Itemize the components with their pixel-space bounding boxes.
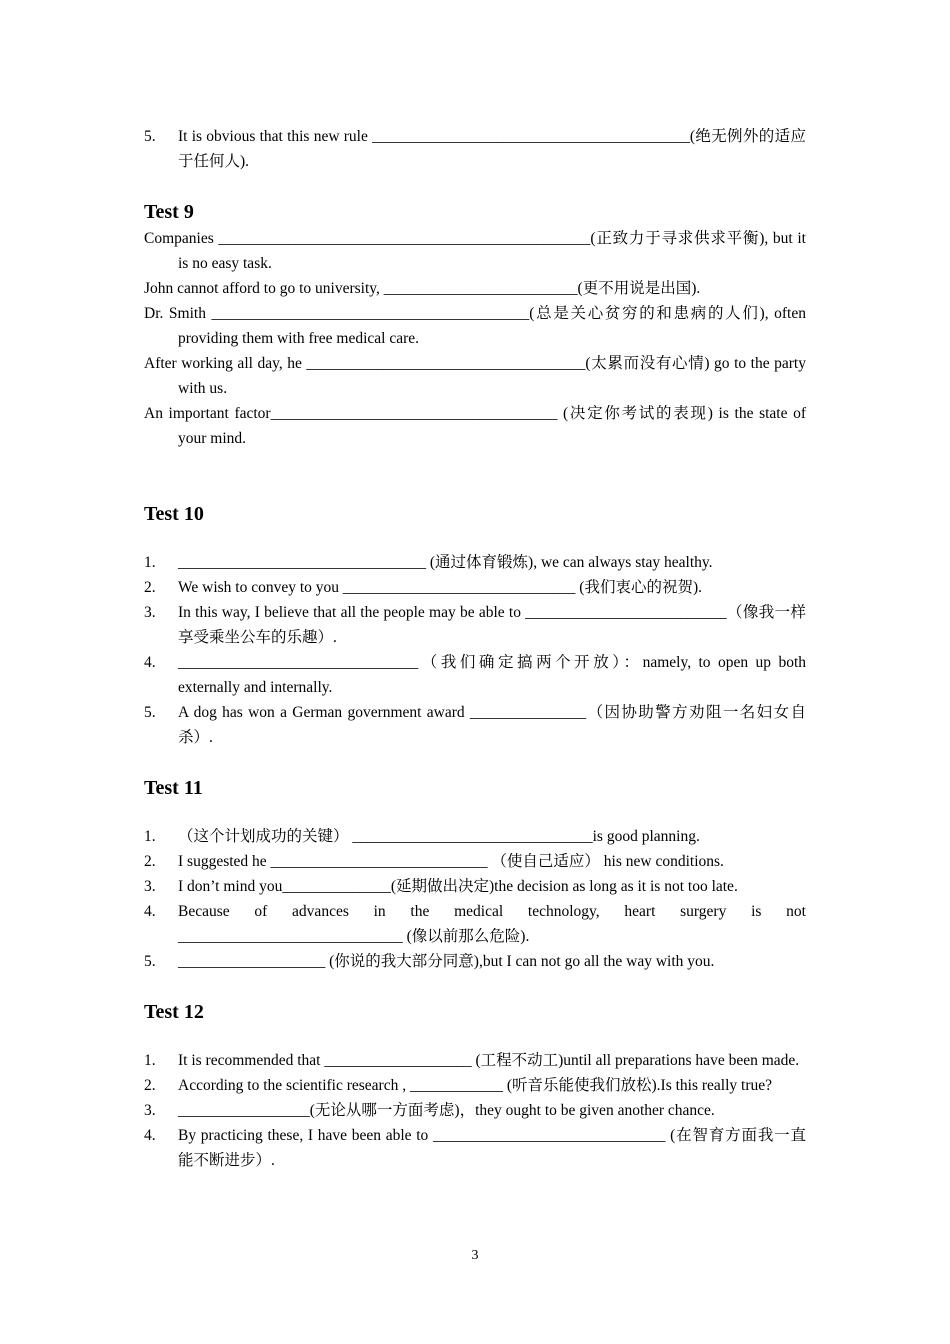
item-number: 2. [144,853,156,870]
section-test-11 [144,774,806,974]
item-text: I suggested he ____________________________ （使自己适应） his new conditions. [178,853,724,870]
item-number: 5. [144,128,156,145]
list-item: John cannot afford to go to university, _________________________(更不用说是出国). [144,280,701,297]
item-number: 1. [144,828,156,845]
section-test-12 [144,998,806,1173]
section-items [144,824,806,974]
section-items [144,1048,806,1173]
list-item [144,600,806,650]
item-number: 3. [144,1102,156,1119]
item-text: According to the scientific research , ____________ (听音乐能使我们放松).Is this really true? [178,1077,773,1094]
section-title: Test 9 [144,201,194,223]
section-test-9 [144,198,806,451]
item-number: 4. [144,1127,156,1144]
item-number: 2. [144,1077,156,1094]
item-text: We wish to convey to you ______________________________ (我们衷心的祝贺). [178,579,702,596]
item-text: A dog has won a German government award _______________（因协助警方劝阻一名妇女自杀）. [178,704,806,746]
item-number: 1. [144,1052,156,1069]
item-number: 5. [144,953,156,970]
list-item [144,575,806,600]
continued-list [144,124,806,174]
item-text: _______________________________（我们确定搞两个开放）：namely, to open up both externally and internally. [178,654,806,696]
list-item [144,1073,806,1098]
list-item [144,899,806,949]
item-number: 4. [144,654,156,671]
item-number: 5. [144,704,156,721]
item-text: ________________________________ (通过体育锻炼), we can always stay healthy. [178,554,713,571]
section-test-10 [144,500,806,750]
list-item [144,1098,806,1123]
page-number: 3 [471,1248,479,1263]
item-number: 1. [144,554,156,571]
list-item: Companies ________________________________________________(正致力于寻求供求平衡), but it is no easy task. [144,230,806,272]
item-text: It is obvious that this new rule _________________________________________(绝无例外的适应于任何人). [178,128,806,170]
item-number: 3. [144,878,156,895]
section-items [144,550,806,750]
list-item: An important factor_____________________________________ (决定你考试的表现) is the state of your mind. [144,405,806,447]
item-text: By practicing these, I have been able to ______________________________ (在智育方面我一直能不断进步）. [178,1127,806,1169]
item-text: I don’t mind you______________(延期做出决定)the decision as long as it is not too late. [178,878,738,895]
item-number: 4. [144,903,156,920]
list-item [144,550,806,575]
list-item [144,824,806,849]
list-item: After working all day, he ____________________________________(太累而没有心情) go to the party with us. [144,355,806,397]
item-text: In this way, I believe that all the people may be able to __________________________（像我一样享受乘坐公车的乐趣）. [178,604,806,646]
item-number: 3. [144,604,156,621]
item-text: It is recommended that ___________________ (工程不动工)until all preparations have been made. [178,1052,800,1069]
item-text: （这个计划成功的关键） _______________________________is good planning. [178,828,700,845]
list-item [144,874,806,899]
section-title: Test 12 [144,1001,204,1023]
list-item [144,949,806,974]
list-item [144,1123,806,1173]
item-text: _________________(无论从哪一方面考虑)，they ought to be given another chance. [178,1102,715,1119]
page-content [144,124,806,1173]
section-title: Test 11 [144,777,203,799]
list-item [144,124,806,174]
list-item [144,849,806,874]
item-text: Because of advances in the medical technology, heart surgery is not _____________________________ (像以前那么危险). [178,903,806,945]
list-item [144,650,806,700]
section-title: Test 10 [144,503,204,525]
item-number: 2. [144,579,156,596]
list-item [144,1048,806,1073]
section-items [144,226,806,451]
list-item [144,700,806,750]
item-text: ___________________ (你说的我大部分同意),but I can not go all the way with you. [178,953,715,970]
list-item: Dr. Smith _________________________________________(总是关心贫穷的和患病的人们), often providing them with free medical care. [144,305,806,347]
